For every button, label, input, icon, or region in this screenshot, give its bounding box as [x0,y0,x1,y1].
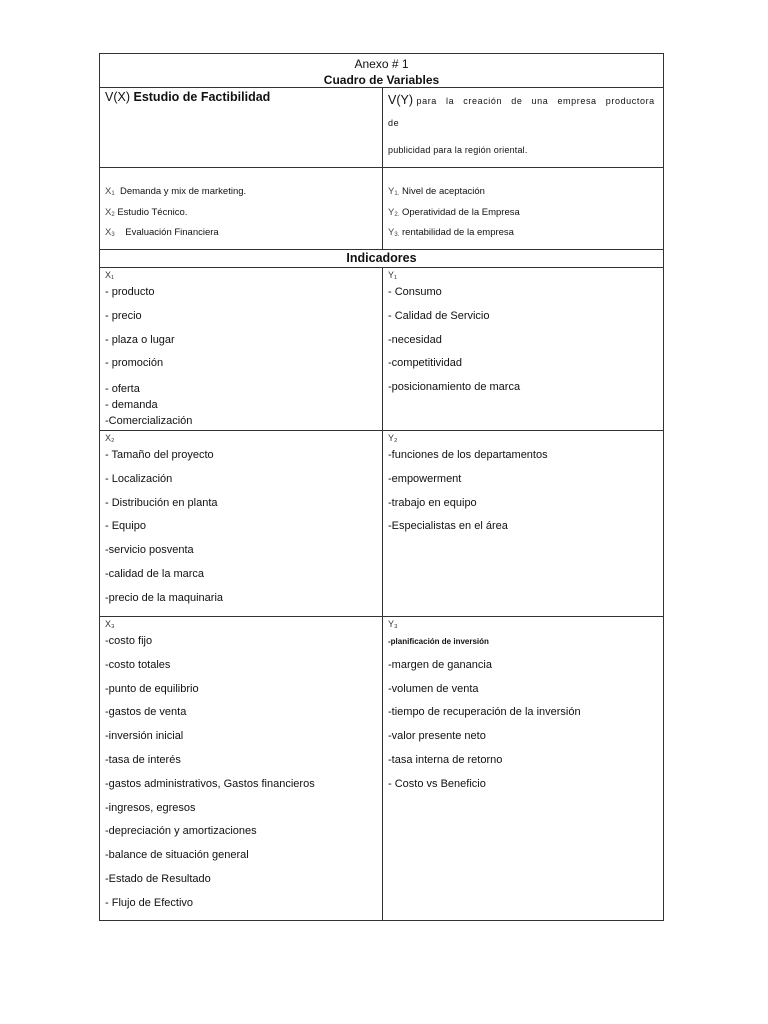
list-item: -depreciación y amortizaciones [105,825,257,838]
y1-indicators [383,268,663,430]
list-item: -calidad de la marca [105,567,205,580]
y2-header: Y₂ [388,433,398,443]
x1-header: X₁ [105,270,115,280]
list-item: - precio [105,309,142,322]
list-item: -competitividad [388,357,462,370]
y3-header: Y₃ [388,619,398,629]
variables-header-row [100,88,663,168]
vx-prefix: V(X) [105,90,130,104]
list-item: -margen de ganancia [388,658,492,671]
variables-list-row [100,168,663,250]
y-var-2: $Y_{2.}$ Operatividad de la Empresa [388,206,520,218]
list-item: -trabajo en equipo [388,496,477,509]
list-item: -precio de la maquinaria [105,591,224,604]
list-item: -gastos administrativos, Gastos financieros [105,777,315,790]
list-item: -costo totales [105,658,171,671]
list-item: -inversión inicial [105,730,184,743]
x2-indicators [100,431,383,616]
list-item: -volumen de venta [388,682,479,695]
list-item: - Distribución en planta [105,496,218,509]
list-item: - Equipo [105,520,146,533]
list-item: -tasa interna de retorno [388,753,503,766]
list-item: -gastos de venta [105,706,187,719]
x3-indicators [100,617,383,920]
list-item: - Calidad de Servicio [388,309,490,322]
vy-cell [383,88,663,167]
list-item: -funciones de los departamentos [388,449,548,461]
x-variables [100,168,383,249]
vx-label: Estudio de Factibilidad [133,90,271,104]
list-item: - Consumo [388,286,442,298]
annex-label: Anexo # 1 [354,57,409,71]
list-item: -Especialistas en el área [388,520,508,533]
list-item: -balance de situación general [105,849,249,862]
list-item: -ingresos, egresos [105,801,196,814]
list-item: -Comercialización [105,415,193,428]
y-var-1: $Y_{1.}$ Nivel de aceptación [388,186,485,197]
indicator-group-1 [100,268,663,431]
list-item: -posicionamiento de marca [388,381,521,394]
x-var-3: $X_3$ Evaluación Financiera [105,227,219,238]
x-var-1: $X_1$ Demanda y mix de marketing. [105,186,247,197]
list-item: -punto de equilibrio [105,682,199,695]
list-item: - oferta [105,383,140,396]
x2-header: X₂ [105,433,115,443]
list-item: -necesidad [388,333,442,346]
list-item: -tiempo de recuperación de la inversión [388,706,581,719]
list-item: -tasa de interés [105,753,181,766]
y-var-3: $Y_{3.}$ rentabilidad de la empresa [388,227,514,238]
list-item: - promoción [105,357,164,370]
y-variables [383,168,663,249]
list-item: -valor presente neto [388,730,486,743]
list-item: -Estado de Resultado [105,872,211,885]
list-item: -servicio posventa [105,544,194,557]
x1-indicators [100,268,383,430]
vy-prefix: V(Y) [388,93,413,107]
y2-indicators [383,431,663,616]
list-item: - Flujo de Efectivo [105,896,194,909]
variables-table [99,53,664,921]
list-item: - Costo vs Beneficio [388,777,486,790]
list-item: -costo fijo [105,635,153,647]
indicator-group-2 [100,431,663,617]
y3-indicators [383,617,663,920]
list-item: - demanda [105,399,158,412]
list-item: -planificación de inversión [388,637,489,646]
vy-label-line1: para la creación de una empresa productora de [388,96,655,128]
list-item: - Localización [105,472,173,485]
list-item: -empowerment [388,472,462,485]
list-item: - producto [105,286,155,298]
indicadores-heading: Indicadores [100,250,663,268]
y1-header: Y₁ [388,270,398,280]
indicator-group-3 [100,617,663,920]
vy-label-line2: publicidad para la región oriental. [388,145,528,155]
vx-cell [100,88,383,167]
table-title: Cuadro de Variables [323,73,440,87]
x-var-2: $X_2$ Estudio Técnico. [105,206,188,218]
list-item: - Tamaño del proyecto [105,449,214,461]
table-title-block [100,54,663,88]
x3-header: X₃ [105,619,115,629]
list-item: - plaza o lugar [105,333,175,346]
